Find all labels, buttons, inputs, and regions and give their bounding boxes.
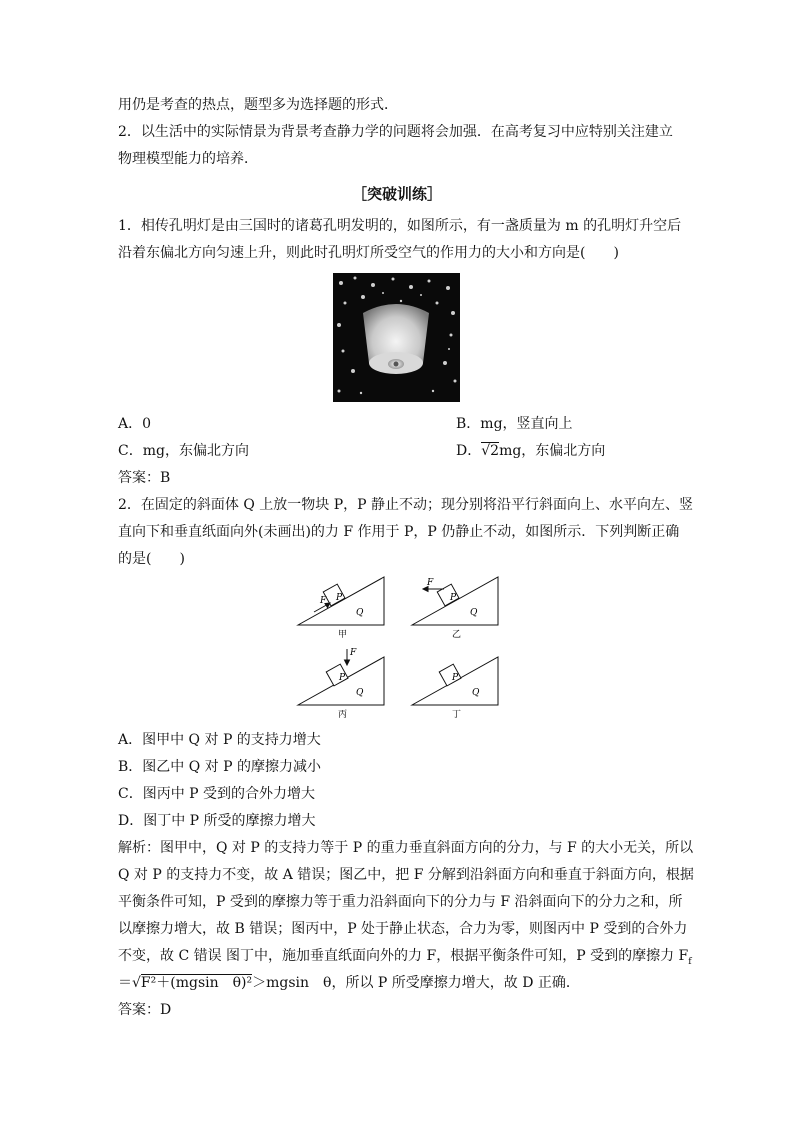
intro-line-2: 2．以生活中的实际情景为背景考查静力学的问题将会加强．在高考复习中应特别关注建立 [118, 124, 673, 140]
q2-analysis-line-6-prefix: ＝ [118, 975, 132, 991]
sky-lantern-image [333, 273, 460, 402]
intro-line-1: 用仍是考查的热点，题型多为选择题的形式． [118, 97, 398, 113]
q1-option-d-suffix: mg，东偏北方向 [499, 443, 606, 459]
diagram-ding-caption: 丁 [452, 710, 462, 720]
q1-answer: 答案：B [118, 470, 171, 486]
diagram-bing-f-label: F [350, 648, 357, 658]
sky-lantern-photo [333, 273, 460, 402]
incline-force-diagrams [296, 575, 506, 725]
q2-analysis-line-6-root: F²＋(mgsin θ)² [140, 975, 253, 991]
diagram-bing-p-label: P [339, 673, 346, 683]
q2-analysis-line-6 [118, 973, 580, 993]
diagram-jia-p-label: P [336, 593, 343, 603]
q2-analysis-line-5-text: 不变，故 C 错误 图丁中，施加垂直纸面向外的力 F，根据平衡条件可知，P 受到的摩擦力 F [118, 948, 689, 964]
q2-option-d: D．图丁中 P 所受的摩擦力增大 [118, 813, 316, 829]
diagram-bing-caption: 丙 [338, 710, 348, 720]
diagram-ding-p-label: P [452, 673, 459, 683]
q1-option-c: C．mg，东偏北方向 [118, 443, 249, 459]
diagram-ding-q-label: Q [472, 688, 480, 698]
diagram-yi-q-label: Q [470, 608, 478, 618]
diagram-yi-p-label: P [450, 593, 457, 603]
q2-analysis-line-3: 平衡条件可知，P 受到的摩擦力等于重力沿斜面向下的分力与 F 沿斜面向下的分力之和，所 [118, 894, 683, 910]
q2-option-c: C．图丙中 P 受到的合外力增大 [118, 786, 316, 802]
q1-stem-line-1: 1．相传孔明灯是由三国时的诸葛孔明发明的，如图所示，有一盏质量为 m 的孔明灯升空后 [118, 218, 682, 234]
section-heading: ［突破训练］ [351, 185, 442, 203]
q1-option-d [456, 441, 605, 461]
q2-analysis-line-5-sub: f [688, 956, 692, 967]
q2-analysis-line-4: 以摩擦力增大，故 B 错误；图丙中，P 处于静止状态，合力为零，则图丙中 P 受到的合外力 [118, 921, 688, 937]
q2-answer: 答案：D [118, 1002, 172, 1018]
q2-analysis-line-6-suffix: ＞mgsin θ，所以 P 所受摩擦力增大，故 D 正确． [252, 975, 580, 991]
diagram-jia-q-label: Q [356, 608, 364, 618]
intro-line-3: 物理模型能力的培养． [118, 151, 258, 167]
q2-analysis-line-2: Q 对 P 的支持力不变，故 A 错误；图乙中，把 F 分解到沿斜面方向和垂直于斜面方向，根据 [118, 867, 694, 883]
q2-stem-line-3: 的是( ) [118, 551, 185, 567]
q1-stem-line-2: 沿着东偏北方向匀速上升，则此时孔明灯所受空气的作用力的大小和方向是( ) [118, 245, 619, 261]
q2-stem-line-2: 直向下和垂直纸面向外(未画出)的力 F 作用于 P，P 仍静止不动，如图所示．下列判断正确 [118, 524, 680, 540]
q2-analysis-line-5 [118, 946, 692, 972]
diagram-yi-f-label: F [427, 578, 434, 588]
q1-option-d-root: √2 [481, 443, 500, 459]
diagram-jia-f-label: F [320, 596, 327, 606]
q1-option-a: A．0 [118, 416, 152, 432]
q2-option-b: B．图乙中 Q 对 P 的摩擦力减小 [118, 759, 321, 775]
q1-option-b: B．mg，竖直向上 [456, 416, 573, 432]
q2-stem-line-1: 2．在固定的斜面体 Q 上放一物块 P，P 静止不动；现分别将沿平行斜面向上、水平向左、竖 [118, 497, 694, 513]
diagram-jia-caption: 甲 [338, 630, 348, 640]
q2-option-a: A．图甲中 Q 对 P 的支持力增大 [118, 732, 321, 748]
q1-option-d-prefix: D． [456, 443, 482, 459]
diagram-bing-q-label: Q [356, 688, 364, 698]
sqrt-symbol: √ [132, 975, 141, 991]
diagram-yi-caption: 乙 [452, 630, 462, 640]
q2-analysis-line-1: 解析：图甲中，Q 对 P 的支持力等于 P 的重力垂直斜面方向的分力，与 F 的大小无关，所以 [118, 840, 694, 856]
